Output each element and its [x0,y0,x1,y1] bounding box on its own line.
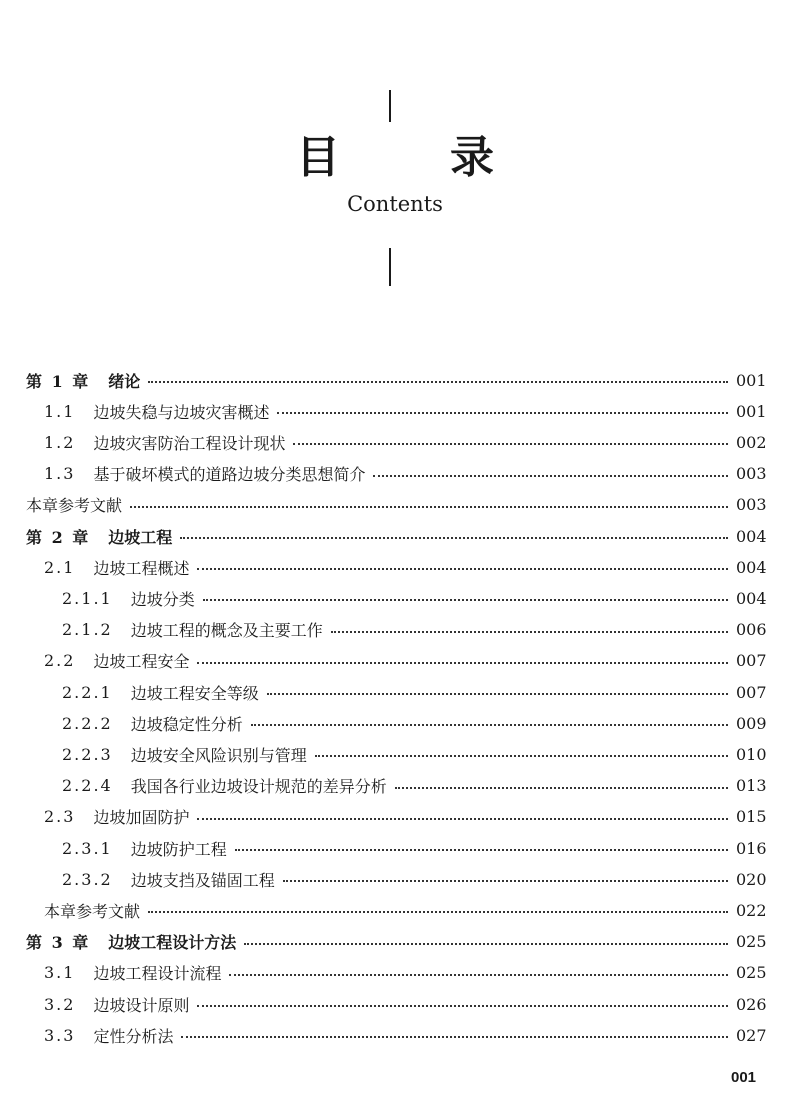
dot-leader [197,568,728,570]
toc-entry-number: 3.3 [44,1025,76,1045]
toc-entry[interactable] [0,989,790,1019]
toc-entry[interactable] [0,615,790,645]
toc-entry-number: 2.2 [44,651,76,671]
toc-entry-number: 第 3 章 [26,933,91,953]
dot-leader [148,381,728,383]
dot-leader [197,1005,728,1007]
toc-entry-page: 001 [736,401,767,421]
toc-entry-number: 2.1.2 [62,620,113,640]
toc-entry[interactable] [0,802,790,832]
toc-entry[interactable] [0,864,790,894]
toc-entry-title: 边坡工程的概念及主要工作 [130,621,323,641]
dot-leader [331,631,728,633]
toc-entry-page: 027 [736,1025,767,1045]
toc-entry-page: 003 [736,495,767,515]
toc-entry-number: 1.2 [44,432,76,452]
toc-entry-number: 2.2.3 [62,744,113,764]
toc-entry-number: 第 2 章 [26,527,91,547]
toc-entry-page: 007 [736,651,767,671]
toc-entry-page: 016 [736,838,767,858]
toc-entry[interactable] [0,583,790,613]
toc-entry-number: 第 1 章 [26,371,91,391]
toc-entry-title: 边坡工程安全 [93,652,190,672]
dot-leader [395,787,728,789]
toc-entry-page: 015 [736,807,767,827]
title-rule-top [389,90,391,122]
toc-entry-page: 002 [736,432,767,452]
toc-entry[interactable] [0,677,790,707]
toc-entry[interactable] [0,1020,790,1050]
dot-leader [148,911,728,913]
toc-entry-page: 009 [736,713,767,733]
dot-leader [315,755,728,757]
toc-entry-page: 025 [736,963,767,983]
dot-leader [244,943,728,945]
dot-leader [130,506,728,508]
toc-entry-title: 边坡设计原则 [93,995,190,1015]
toc-entry[interactable] [0,427,790,457]
dot-leader [283,880,728,882]
toc-entry-page: 022 [736,900,767,920]
dot-leader [293,443,728,445]
toc-entry-title: 边坡工程安全等级 [130,683,259,703]
toc-entry[interactable] [0,895,790,925]
dot-leader [267,693,728,695]
page-subtitle: Contents [347,192,443,216]
dot-leader [235,849,728,851]
toc-entry-number: 2.2.2 [62,713,113,733]
toc-entry-page: 004 [736,588,767,608]
toc-entry-page: 003 [736,464,767,484]
dot-leader [277,412,728,414]
toc-entry-number: 2.3.2 [62,869,113,889]
title-rule-bottom [389,248,391,286]
toc-entry-title: 基于破坏模式的道路边坡分类思想简介 [93,465,366,485]
toc-entry-page: 004 [736,526,767,546]
dot-leader [180,537,728,539]
toc-entry-page: 013 [736,776,767,796]
toc-entry-page: 026 [736,994,767,1014]
toc-entry-title: 边坡工程设计流程 [93,964,222,984]
toc-entry-title: 本章参考文献 [44,901,141,921]
toc-entry-number: 2.2.4 [62,776,113,796]
toc-entry-number: 2.1 [44,557,76,577]
toc-entry[interactable] [0,396,790,426]
toc-entry-number: 3.1 [44,963,76,983]
dot-leader [203,599,728,601]
page-number: 001 [731,1069,757,1086]
toc-entry[interactable] [0,521,790,551]
toc-entry-title: 边坡支挡及锚固工程 [130,870,275,890]
toc-entry-title: 定性分析法 [93,1026,174,1046]
toc-entry-title: 边坡工程概述 [93,558,190,578]
toc-entry[interactable] [0,708,790,738]
toc-entry-number: 2.3 [44,807,76,827]
toc-entry-title: 边坡分类 [130,589,195,609]
dot-leader [229,974,728,976]
toc-entry-page: 006 [736,620,767,640]
toc-entry[interactable] [0,739,790,769]
toc-entry[interactable] [0,490,790,520]
toc-entry-title: 边坡工程设计方法 [108,933,237,953]
toc-entry-title: 边坡稳定性分析 [130,714,243,734]
toc-entry[interactable] [0,958,790,988]
toc-entry-title: 边坡加固防护 [93,808,190,828]
dot-leader [251,724,728,726]
toc-entry-number: 2.3.1 [62,838,113,858]
toc-entry-title: 边坡灾害防治工程设计现状 [93,433,286,453]
toc-entry-number: 3.2 [44,994,76,1014]
dot-leader [181,1036,728,1038]
toc-entry-title: 绪论 [108,371,141,391]
dot-leader [197,818,728,820]
toc-entry-page: 004 [736,557,767,577]
toc-entry[interactable] [0,646,790,676]
toc-entry-number: 2.2.1 [62,682,113,702]
toc-entry[interactable] [0,771,790,801]
toc-entry[interactable] [0,365,790,395]
toc-entry-title: 本章参考文献 [26,496,123,516]
toc-entry-title: 边坡安全风险识别与管理 [130,745,307,765]
dot-leader [197,662,728,664]
toc-entry-number: 1.1 [44,401,76,421]
toc-entry-page: 020 [736,869,767,889]
toc-entry[interactable] [0,927,790,957]
toc-entry[interactable] [0,459,790,489]
toc-entry-number: 1.3 [44,464,76,484]
toc-entry-number: 2.1.1 [62,588,113,608]
toc-entry-title: 边坡失稳与边坡灾害概述 [93,402,270,422]
toc-entry-page: 001 [736,370,767,390]
toc-entry[interactable] [0,833,790,863]
toc-entry-title: 边坡工程 [108,527,173,547]
toc-entry-title: 我国各行业边坡设计规范的差异分析 [130,777,387,797]
dot-leader [373,475,728,477]
toc-entry[interactable] [0,552,790,582]
toc-entry-page: 025 [736,932,767,952]
toc-entry-page: 007 [736,682,767,702]
toc-entry-title: 边坡防护工程 [130,839,227,859]
toc-entry-page: 010 [736,744,767,764]
page-title: 目录 [296,132,604,183]
